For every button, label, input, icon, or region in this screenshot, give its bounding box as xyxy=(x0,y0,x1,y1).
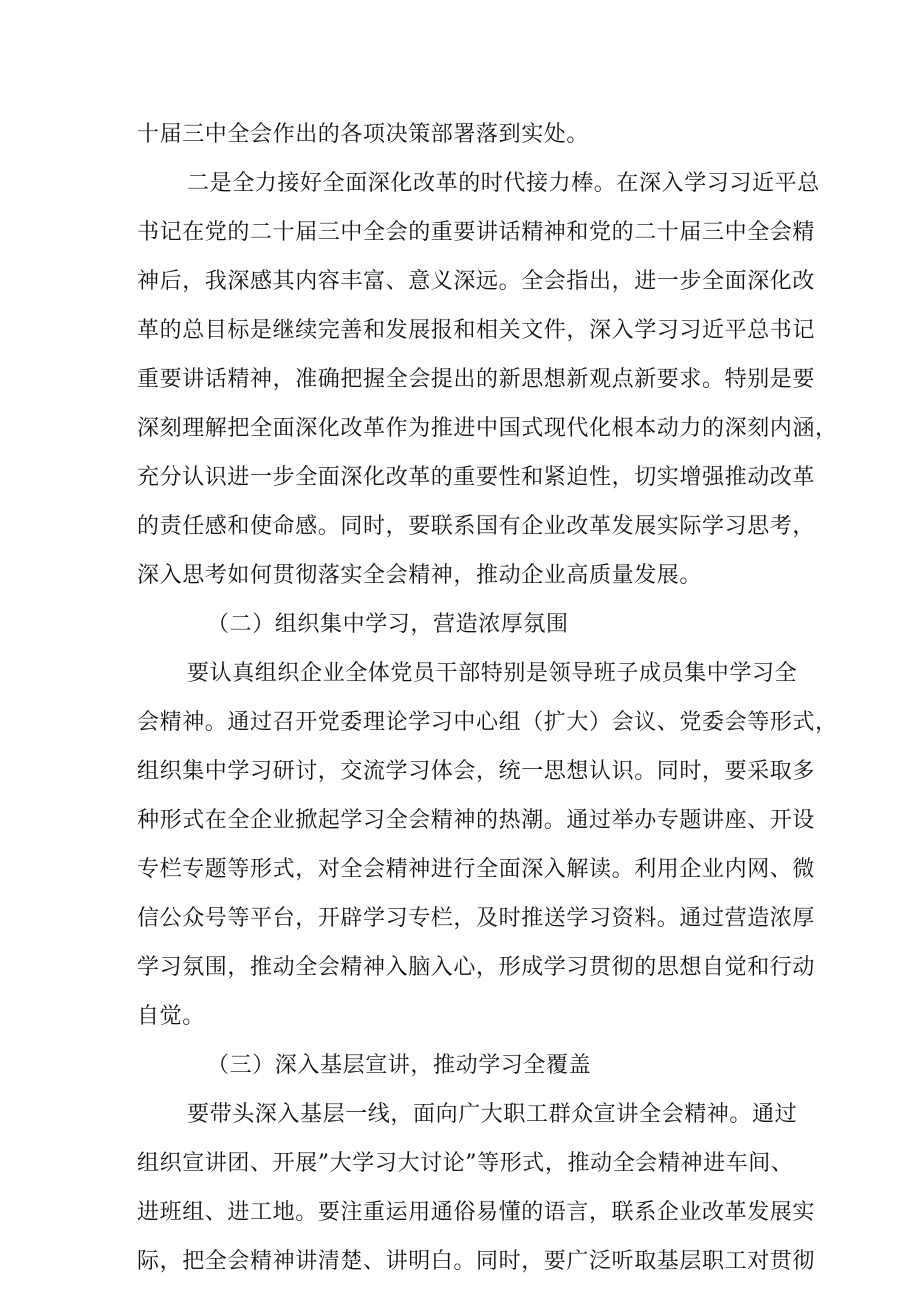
text-line: 深刻理解把全面深化改革作为推进中国式现代化根本动力的深刻内涵， xyxy=(137,416,838,441)
text-line: 自觉。 xyxy=(137,1004,205,1029)
text-line: 际，把全会精神讲清楚、讲明白。同时，要广泛听取基层职工对贯彻 xyxy=(137,1249,816,1274)
text-line: 书记在党的二十届三中全会的重要讲话精神和党的二十届三中全会精 xyxy=(137,220,816,245)
text-line: 组织集中学习研讨，交流学习体会，统一思想认识。同时，要采取多 xyxy=(137,759,816,784)
text-line: 学习氛围，推动全会精神入脑入心，形成学习贯彻的思想自觉和行动 xyxy=(137,955,816,980)
text-line: 专栏专题等形式，对全会精神进行全面深入解读。利用企业内网、微 xyxy=(137,857,816,882)
paragraph-start-line: 要认真组织企业全体党员干部特别是领导班子成员集中学习全 xyxy=(187,661,798,686)
text-line: 会精神。通过召开党委理论学习中心组（扩大）会议、党委会等形式， xyxy=(137,710,838,735)
paragraph-start-line: 要带头深入基层一线，面向广大职工群众宣讲全会精神。通过 xyxy=(187,1102,798,1127)
text-line: 十届三中全会作出的各项决策部署落到实处。 xyxy=(137,122,590,147)
text-line: 深入思考如何贯彻落实全会精神，推动企业高质量发展。 xyxy=(137,563,703,588)
text-line: 充分认识进一步全面深化改革的重要性和紧迫性，切实增强推动改革 xyxy=(137,465,816,490)
text-line: 种形式在全企业掀起学习全会精神的热潮。通过举办专题讲座、开设 xyxy=(137,808,816,833)
text-line: 神后，我深感其内容丰富、意义深远。全会指出，进一步全面深化改 xyxy=(137,269,816,294)
text-line: 的责任感和使命感。同时，要联系国有企业改革发展实际学习思考， xyxy=(137,514,816,539)
text-line: 进班组、进工地。要注重运用通俗易懂的语言，联系企业改革发展实 xyxy=(137,1200,816,1225)
text-line: 组织宣讲团、开展”大学习大讨论”等形式，推动全会精神进车间、 xyxy=(137,1151,794,1176)
section-heading: （三）深入基层宣讲，推动学习全覆盖 xyxy=(207,1053,592,1078)
text-line: 重要讲话精神，准确把握全会提出的新思想新观点新要求。特别是要 xyxy=(137,367,816,392)
paragraph-start-line: 二是全力接好全面深化改革的时代接力棒。在深入学习习近平总 xyxy=(187,171,820,196)
section-heading: （二）组织集中学习，营造浓厚氛围 xyxy=(207,612,569,637)
text-line: 革的总目标是继续完善和发展报和相关文件，深入学习习近平总书记 xyxy=(137,318,816,343)
text-line: 信公众号等平台，开辟学习专栏，及时推送学习资料。通过营造浓厚 xyxy=(137,906,816,931)
